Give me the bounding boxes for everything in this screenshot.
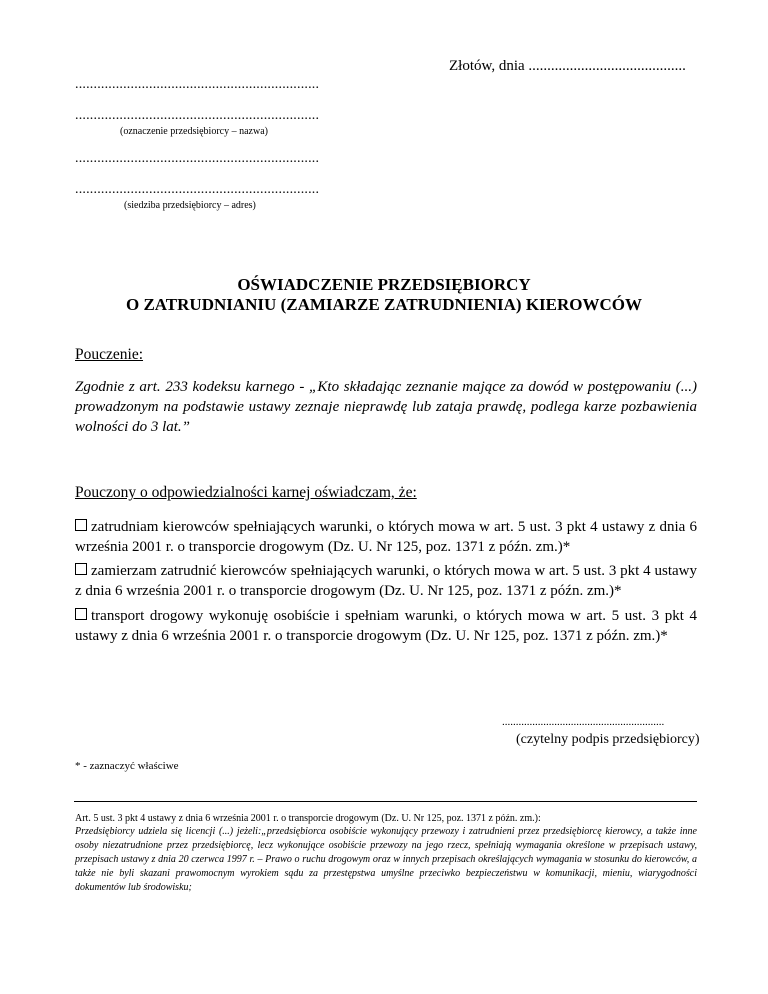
- declaration-option-3[interactable]: [75, 606, 697, 646]
- instruction-text: Zgodnie z art. 233 kodeksu karnego - „Kto składając zeznanie mające za dowód w postępowaniu (...) prowadzonym na podstawie ustawy zeznaje nieprawdę lub zataja prawdę, podlega karze pozbawienia wolności do 3 lat.”: [75, 379, 697, 435]
- footnote-divider: [74, 801, 697, 802]
- checkbox-personal-transport[interactable]: [75, 608, 87, 620]
- document-title-line-2: O ZATRUDNIANIU (ZAMIARZE ZATRUDNIENIA) KIEROWCÓW: [125, 295, 643, 314]
- note-mark-appropriate: * - zaznaczyć właściwe: [75, 760, 179, 772]
- instruction-heading: Pouczenie:: [75, 346, 144, 363]
- signature-caption: (czytelny podpis przedsiębiorcy): [516, 732, 700, 747]
- declaration-heading: Pouczony o odpowiedzialności karnej oświadczam, że:: [75, 484, 417, 501]
- signature-line[interactable]: ...........................................................: [502, 716, 665, 728]
- company-seat-line-1[interactable]: ..................................................................: [75, 151, 320, 166]
- company-name-caption: (oznaczenie przedsiębiorcy – nazwa): [120, 126, 268, 137]
- footnote-heading: Art. 5 ust. 3 pkt 4 ustawy z dnia 6 września 2001 r. o transporcie drogowym (Dz. U. Nr 125, poz. 1371 z późn. zm.):: [75, 813, 541, 824]
- company-seat-caption: (siedziba przedsiębiorcy – adres): [124, 200, 256, 211]
- declaration-option-1[interactable]: [75, 517, 697, 557]
- footnote-text: Przedsiębiorcy udziela się licencji (...) jeżeli:„przedsiębiorca osobiście wykonujący przewozy i zatrudnieni przez przedsiębiorcę kierowcy, a także inne osoby niezatrudnione przez przedsiębiorcę, lecz wykonujące osobiście przewozy na jego rzecz, spełniają wymagania określone w przepisach ustawy, przepisach ustawy z dnia 20 czerwca 1997 r. – Prawo o ruchu drogowym oraz w innych przepisach określających wymagania w stosunku do kierowców, a także nie byli skazani prawomocnym wyrokiem sądu za przestępstwa umyślne przeciwko bezpieczeństwu w komunikacji, mieniu, wiarygodności dokumentów lub środowisku;: [75, 826, 697, 893]
- company-seat-line-2[interactable]: ..................................................................: [75, 182, 320, 197]
- option-1-text: zatrudniam kierowców spełniających warunki, o których mowa w art. 5 ust. 3 pkt 4 ustawy z dnia 6 września 2001 r. o transporcie drogowym (Dz. U. Nr 125, poz. 1371 z późn. zm.)*: [75, 519, 697, 555]
- checkbox-intend-to-employ[interactable]: [75, 563, 87, 575]
- checkbox-employ-drivers[interactable]: [75, 519, 87, 531]
- company-name-line-1[interactable]: ..................................................................: [75, 77, 320, 92]
- option-2-text: zamierzam zatrudnić kierowców spełniających warunki, o których mowa w art. 5 ust. 3 pkt 4 ustawy z dnia 6 września 2001 r. o transporcie drogowym (Dz. U. Nr 125, poz. 1371 z późn. zm.)*: [75, 563, 697, 599]
- place-date[interactable]: Złotów, dnia ..........................................: [449, 58, 686, 74]
- company-name-line-2[interactable]: ..................................................................: [75, 108, 320, 123]
- declaration-option-2[interactable]: [75, 561, 697, 601]
- document-title-line-1: OŚWIADCZENIE PRZEDSIĘBIORCY: [237, 275, 531, 294]
- option-3-text: transport drogowy wykonuję osobiście i spełniam warunki, o których mowa w art. 5 ust. 3 pkt 4 ustawy z dnia 6 września 2001 r. o transporcie drogowym (Dz. U. Nr 125, poz. 1371 z późn. zm.)*: [75, 608, 697, 644]
